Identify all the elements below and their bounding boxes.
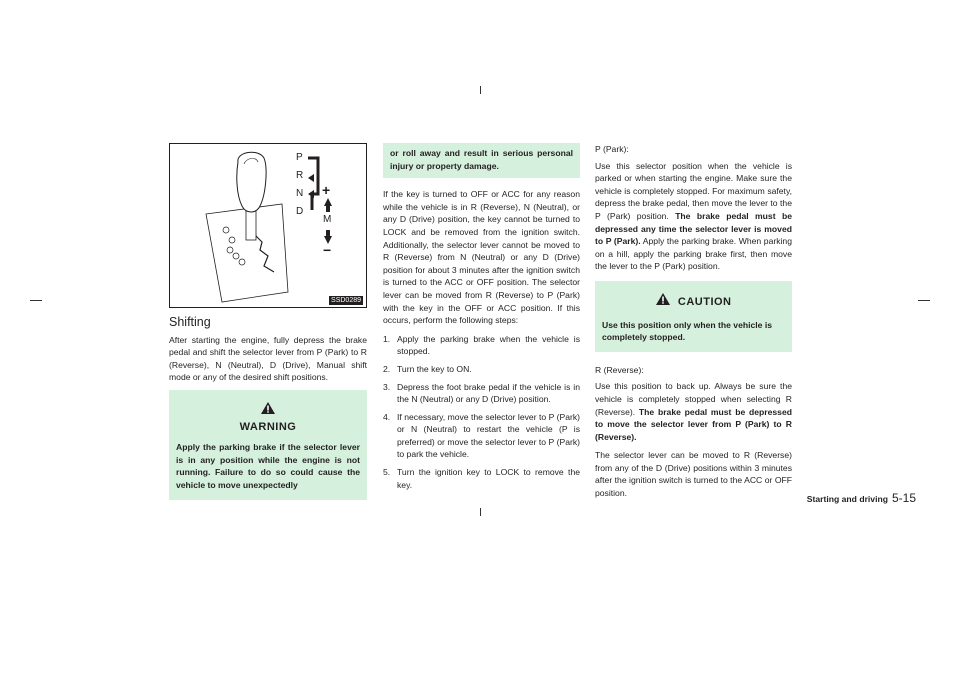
list-item: 3. Depress the foot brake pedal if the vehicle is in the N (Neutral) or any D (Drive) position. (383, 381, 580, 405)
caution-title: CAUTION (677, 295, 732, 308)
column-1 (169, 316, 367, 500)
list-item: 5. Turn the ignition key to LOCK to remove the key. (383, 467, 580, 490)
crop-mark-bottom (480, 508, 481, 516)
gear-letter-r: R (296, 170, 304, 181)
warning-continued-text: or roll away and result in serious personal injury or property damage. (390, 148, 573, 171)
park-paragraph (595, 160, 792, 273)
list-item: 1. Apply the parking brake when the vehicle is stopped. (383, 333, 580, 357)
list-item: 4. If necessary, move the selector lever to P (Park) or N (Neutral) to restart the vehicle (P is preferred) or move the selector lever to P (Park) to park the vehicle. (383, 411, 580, 460)
shifting-intro: After starting the engine, fully depress the brake pedal and shift the selector lever from P (Park) to R (Reverse), N (Neutral), D (Drive), Manual shift mode or any of the desired shift positions. (169, 334, 367, 383)
warning-box-continued (383, 143, 580, 178)
reverse-paragraph (595, 380, 792, 443)
key-off-paragraph: If the key is turned to OFF or ACC for any reason while the vehicle is in R (Reverse), N (Neutral), or any D (Drive) position, the key cannot be turned to LOCK and be removed from the ignition switch. Additionally, the selector lever cannot be moved to R (Reverse) from N (Neutral) or any D (Drive) position for about 3 minutes after the ignition switch is turned to the ACC or OFF position. The selector lever can be moved from R (Reverse) to P (Park) with the key in the OFF or ACC position. If this occurs, perform the following steps: (383, 189, 580, 326)
section-heading: Shifting (169, 315, 211, 329)
crop-mark-right (918, 300, 930, 301)
page-number: 5-15 (891, 491, 916, 505)
warning-text: Apply the parking brake if the selector lever is in any position while the engine is not running. Failure to do so could cause the vehicle to move unexpectedly (176, 442, 360, 490)
caution-header (602, 289, 785, 309)
shift-selector-figure (169, 143, 367, 308)
footer-section: Starting and driving (806, 494, 888, 504)
column-2 (383, 143, 580, 496)
manual-plus-label: + (322, 182, 331, 198)
reverse-label: R (Reverse): (595, 364, 644, 375)
park-text-2: Apply the parking brake. When parking on a hill, apply the parking brake first, then move the lever to the P (Park) position. (595, 236, 792, 272)
manual-minus-label: − (323, 242, 332, 258)
gear-letter-n: N (296, 188, 304, 199)
gear-letter-d: D (296, 206, 304, 217)
crop-mark-top (480, 86, 481, 94)
warning-triangle-icon (656, 293, 670, 305)
list-item: 2. Turn the key to ON. (383, 363, 472, 374)
caution-text: Use this position only when the vehicle is completely stopped. (602, 319, 772, 343)
figure-code: SSD0289 (331, 297, 361, 304)
page-footer (676, 491, 916, 505)
warning-header (176, 398, 360, 433)
park-label: P (Park): (595, 144, 629, 154)
warning-title: WARNING (239, 420, 297, 433)
procedure-steps (383, 333, 580, 492)
gear-letter-p: P (296, 152, 303, 163)
warning-triangle-icon (261, 402, 275, 414)
crop-mark-left (30, 300, 42, 301)
park-bold-text: The brake pedal must be depressed any time the selector lever is moved to P (Park). (595, 210, 792, 247)
reverse-bold-text: The brake pedal must be depressed to move the selector lever from P (Park) to R (Reverse). (595, 406, 792, 442)
reverse-paragraph-2: The selector lever can be moved to R (Reverse) from any of the D (Drive) positions within 3 minutes after the ignition switch is turned to the ACC or OFF position. (595, 450, 792, 499)
caution-box (595, 281, 792, 352)
warning-box (169, 390, 367, 500)
park-text: Use this selector position when the vehicle is parked or when starting the engine. Make sure the vehicle is completely stopped. For maximum safety, depress the brake pedal, then move the lever to the P (Park) position. (595, 160, 792, 221)
manual-letter-m: M (323, 214, 332, 225)
shift-lever-illustration (170, 144, 366, 307)
reverse-text: Use this position to back up. Always be sure the vehicle is completely stopped when selecting R (Reverse). (595, 381, 792, 417)
column-3 (595, 143, 792, 506)
